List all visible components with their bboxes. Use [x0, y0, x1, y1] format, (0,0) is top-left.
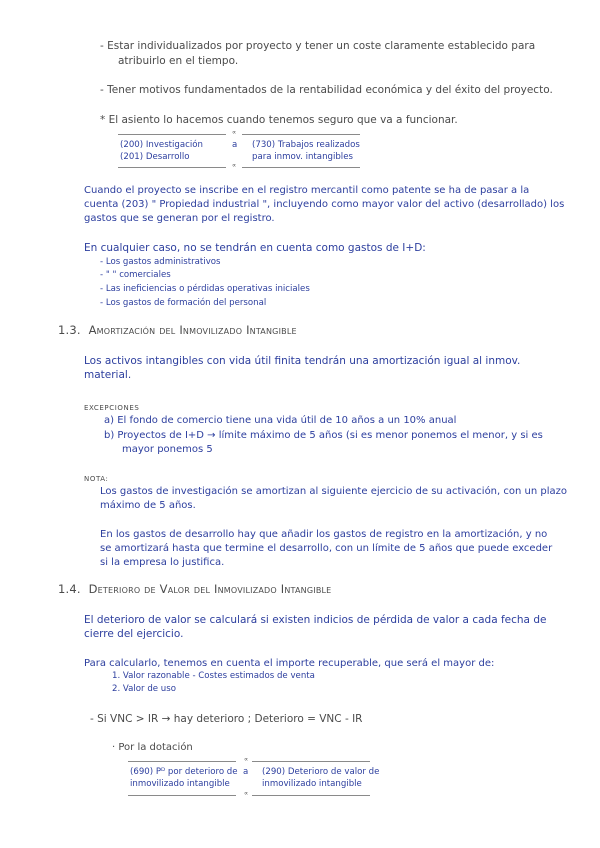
entry1-rule-left [118, 134, 226, 135]
nota-1-line-2: máximo de 5 años. [100, 500, 196, 511]
calc-item-1: 1. Valor razonable - Costes estimados de venta [112, 671, 315, 681]
por-la-dotacion: · Por la dotación [112, 742, 193, 753]
entry1-a: a [232, 140, 238, 150]
bullet-individualizados-cont: atribuirlo en el tiempo. [118, 55, 239, 67]
gasto-item-3: - Las ineficiencias o pérdidas operativas iniciales [100, 284, 310, 294]
entry2-mark-bottom: ∝ [244, 790, 249, 797]
entry2-a: a [243, 767, 249, 777]
para-registro-2: cuenta (203) " Propiedad industrial ", incluyendo como mayor valor del activo (desarrollado) los [84, 199, 565, 210]
para-calcularlo: Para calcularlo, tenemos en cuenta el importe recuperable, que será el mayor de: [84, 658, 495, 669]
entry2-credit-2: inmovilizado intangible [262, 779, 362, 789]
section-heading-1-3 [58, 324, 297, 337]
entry2-rule-bottom-left [128, 795, 236, 796]
entry1-rule-right [242, 134, 360, 135]
para-registro-1: Cuando el proyecto se inscribe en el registro mercantil como patente se ha de pasar a la [84, 185, 530, 196]
entry2-debit-1: (690) Pᴰ por deterioro de [130, 767, 238, 777]
entry1-rule-bottom-left [118, 167, 226, 168]
entry2-debit-2: inmovilizado intangible [130, 779, 230, 789]
asiento-note: * El asiento lo hacemos cuando tenemos seguro que va a funcionar. [100, 114, 458, 126]
gasto-item-1: - Los gastos administrativos [100, 257, 221, 267]
excepcion-b-cont: mayor ponemos 5 [122, 444, 213, 455]
nota-label: NOTA: [84, 475, 109, 483]
gasto-item-4: - Los gastos de formación del personal [100, 298, 267, 308]
entry2-rule-bottom-right [252, 795, 370, 796]
entry1-debit-2: (201) Desarrollo [120, 152, 190, 162]
entry2-rule-left [128, 761, 236, 762]
entry1-mark-bottom: ∝ [232, 162, 237, 169]
section-heading-1-4 [58, 583, 331, 596]
nota-2-line-2: se amortizará hasta que termine el desarrollo, con un límite de 5 años que puede exceder [100, 543, 553, 554]
entry1-rule-bottom-right [242, 167, 360, 168]
nota-2-line-3: si la empresa lo justifica. [100, 557, 225, 568]
entry1-credit-2: para inmov. intangibles [252, 152, 353, 162]
section-number: 1.4. [58, 582, 81, 596]
para-amort-1: Los activos intangibles con vida útil finita tendrán una amortización igual al inmov. [84, 355, 521, 367]
excepcion-a: a) El fondo de comercio tiene una vida útil de 10 años a un 10% anual [104, 415, 457, 426]
entry1-debit-1: (200) Investigación [120, 140, 203, 150]
section-title: Deterioro de Valor del Inmovilizado Intangible [88, 582, 332, 596]
entry1-credit-1: (730) Trabajos realizados [252, 140, 360, 150]
para-amort-2: material. [84, 369, 132, 381]
calc-item-2: 2. Valor de uso [112, 684, 176, 694]
section-title: Amortización del Inmovilizado Intangible [88, 323, 297, 337]
bullet-motivos: - Tener motivos fundamentados de la rentabilidad económica y del éxito del proyecto. [100, 84, 553, 96]
formula-deterioro: - Si VNC > IR → hay deterioro ; Deterioro = VNC - IR [90, 713, 363, 725]
entry1-mark-top: ∝ [232, 129, 237, 136]
excepcion-b: b) Proyectos de I+D → límite máximo de 5 años (si es menor ponemos el menor, y si es [104, 430, 543, 441]
nota-2-line-1: En los gastos de desarrollo hay que añadir los gastos de registro en la amortización, y no [100, 529, 548, 540]
para-deterioro-1: El deterioro de valor se calculará si existen indicios de pérdida de valor a cada fecha de [84, 614, 547, 626]
nota-1-line-1: Los gastos de investigación se amortizan al siguiente ejercicio de su activación, con un plazo [100, 486, 567, 497]
para-registro-3: gastos que se generan por el registro. [84, 213, 275, 224]
bullet-individualizados: - Estar individualizados por proyecto y tener un coste claramente establecido para [100, 40, 536, 52]
en-cualquier-caso: En cualquier caso, no se tendrán en cuenta como gastos de I+D: [84, 242, 426, 254]
entry2-credit-1: (290) Deterioro de valor de [262, 767, 380, 777]
gasto-item-2: - " " comerciales [100, 270, 171, 280]
excepciones-label: EXCEPCIONES [84, 404, 140, 412]
entry2-rule-right [252, 761, 370, 762]
entry2-mark-top: ∝ [244, 756, 249, 763]
section-number: 1.3. [58, 323, 81, 337]
para-deterioro-2: cierre del ejercicio. [84, 628, 184, 640]
